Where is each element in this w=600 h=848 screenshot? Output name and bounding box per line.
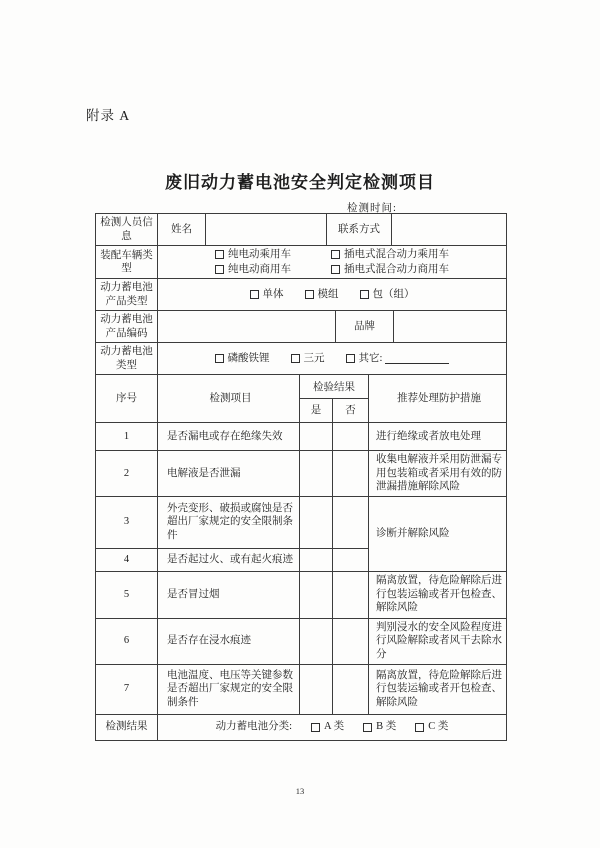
result-header: 检验结果 xyxy=(300,375,369,399)
yes-result-cell xyxy=(300,572,333,618)
inspection-form-table xyxy=(95,213,507,741)
vehicle-type-label: 装配车辆类型 xyxy=(96,246,158,278)
row-measure: 隔离放置，待危险解除后进行包装运输或者开包检查、解除风险 xyxy=(376,669,502,708)
other-blank-line xyxy=(385,353,449,364)
row-measure: 收集电解液并采用防泄漏专用包装箱或者采用有效的防泄漏措施解除风险 xyxy=(376,454,502,492)
checkbox-icon xyxy=(346,354,355,363)
option-module xyxy=(305,288,339,302)
battery-type-label: 动力蓄电池类型 xyxy=(96,343,158,374)
option-ev-passenger xyxy=(215,248,291,262)
checkbox-icon xyxy=(363,723,372,732)
yes-result-cell xyxy=(300,423,333,450)
checkbox-icon xyxy=(415,723,424,732)
checklist-row-1 xyxy=(96,423,506,451)
checkbox-icon xyxy=(215,354,224,363)
row-item: 是否漏电或存在绝缘失效 xyxy=(158,423,300,450)
row-no: 1 xyxy=(96,423,158,450)
result-row xyxy=(96,715,506,740)
checkbox-icon xyxy=(215,265,224,274)
checklist-row-3 xyxy=(96,497,369,549)
yes-no-subheader xyxy=(300,399,369,422)
option-lfp xyxy=(215,352,270,366)
option-cell xyxy=(250,288,284,302)
option-label: 其它: xyxy=(358,352,383,364)
checklist-row-7 xyxy=(96,665,506,715)
battery-product-type-label: 动力蓄电池产品类型 xyxy=(96,279,158,310)
option-label: 纯电动乘用车 xyxy=(228,249,291,260)
option-class-a xyxy=(311,720,344,734)
name-label: 姓名 xyxy=(158,214,206,245)
yes-result-cell xyxy=(300,665,333,714)
result-label: 检测结果 xyxy=(96,715,158,740)
option-label: 包（组） xyxy=(372,288,415,300)
yes-header: 是 xyxy=(300,399,333,422)
appendix-label: 附录 A xyxy=(86,108,131,123)
personnel-info-label: 检测人员信息 xyxy=(96,214,158,245)
classification-options xyxy=(162,720,502,734)
row-item: 是否冒过烟 xyxy=(158,572,300,618)
checkbox-icon xyxy=(215,250,224,259)
battery-type-options xyxy=(162,352,502,366)
checklist-row-5 xyxy=(96,572,506,619)
result-header-group xyxy=(300,375,369,422)
row-no: 7 xyxy=(96,665,158,714)
vehicle-options-grid xyxy=(162,248,502,276)
row-item: 外壳变形、破损或腐蚀是否超出厂家规定的安全限制条件 xyxy=(158,497,300,548)
row-battery-product-type xyxy=(96,279,506,311)
no-result-cell xyxy=(333,572,369,618)
row-no: 5 xyxy=(96,572,158,618)
row-battery-type xyxy=(96,343,506,375)
option-pack xyxy=(360,288,415,302)
checklist-row-2 xyxy=(96,451,506,497)
checkbox-icon xyxy=(331,265,340,274)
option-label: 插电式混合动力商用车 xyxy=(344,263,449,275)
checklist-row-4 xyxy=(96,549,369,571)
checklist-row-6 xyxy=(96,619,506,665)
contact-label: 联系方式 xyxy=(327,214,392,245)
contact-input-cell xyxy=(392,214,506,245)
option-label: B 类 xyxy=(376,721,397,733)
checkbox-icon xyxy=(250,290,259,299)
row-vehicle-type xyxy=(96,246,506,279)
checkbox-icon xyxy=(291,354,300,363)
row-measure: 隔离放置，待危险解除后进行包装运输或者开包检查、解除风险 xyxy=(376,575,502,614)
option-label: A 类 xyxy=(324,721,345,733)
brand-label: 品牌 xyxy=(336,311,394,342)
vehicle-type-options-cell xyxy=(158,246,506,278)
option-label: 纯电动商用车 xyxy=(228,263,291,275)
page-title: 废旧动力蓄电池安全判定检测项目 xyxy=(165,173,435,192)
item-header: 检测项目 xyxy=(158,375,300,422)
option-other xyxy=(346,352,450,366)
option-label: 插电式混合动力乘用车 xyxy=(344,249,449,260)
checkbox-icon xyxy=(311,723,320,732)
no-result-cell xyxy=(333,497,369,548)
rows-3-4-left-stack xyxy=(96,497,369,571)
option-label: 单体 xyxy=(262,288,284,300)
merged-measure-cell: 诊断并解除风险 xyxy=(376,527,450,539)
option-phev-passenger xyxy=(331,248,449,262)
brand-input-cell xyxy=(394,311,506,342)
product-code-input-cell xyxy=(158,311,336,342)
battery-type-options-cell xyxy=(158,343,506,374)
yes-result-cell xyxy=(300,619,333,664)
row-measure: 判别浸水的安全风险程度进行风险解除或者风干去除水分 xyxy=(376,621,502,660)
row-item: 电解液是否泄漏 xyxy=(158,451,300,496)
no-result-cell xyxy=(333,665,369,714)
battery-product-code-label: 动力蓄电池产品编码 xyxy=(96,311,158,342)
row-no: 6 xyxy=(96,619,158,664)
checkbox-icon xyxy=(331,250,340,259)
no-result-cell xyxy=(333,549,369,571)
checkbox-icon xyxy=(305,290,314,299)
row-item: 是否存在浸水痕迹 xyxy=(158,619,300,664)
option-ternary xyxy=(291,352,325,366)
row-no: 4 xyxy=(96,549,158,571)
row-measure: 进行绝缘或者放电处理 xyxy=(376,430,481,442)
option-label: 模组 xyxy=(317,288,339,300)
page-number: 13 xyxy=(295,786,305,796)
no-result-cell xyxy=(333,619,369,664)
option-class-c xyxy=(415,720,448,734)
no-result-cell xyxy=(333,423,369,450)
yes-result-cell xyxy=(300,451,333,496)
row-personnel-info xyxy=(96,214,506,246)
row-no: 2 xyxy=(96,451,158,496)
row-item: 电池温度、电压等关键参数是否超出厂家规定的安全限制条件 xyxy=(158,665,300,714)
row-item: 是否起过火、或有起火痕迹 xyxy=(158,549,300,571)
battery-product-type-options-cell xyxy=(158,279,506,310)
row-battery-product-code xyxy=(96,311,506,343)
row-no: 3 xyxy=(96,497,158,548)
option-label: 三元 xyxy=(303,352,325,364)
option-ev-commercial xyxy=(215,263,291,277)
no-result-cell xyxy=(333,451,369,496)
option-label: 磷酸铁锂 xyxy=(227,352,270,364)
name-input-cell xyxy=(206,214,327,245)
measure-header: 推荐处理防护措施 xyxy=(397,392,481,404)
no-header: 序号 xyxy=(96,375,158,422)
yes-result-cell xyxy=(300,549,333,571)
option-label: C 类 xyxy=(428,721,449,733)
option-phev-commercial xyxy=(331,263,449,277)
no-subheader: 否 xyxy=(333,399,369,422)
classification-label: 动力蓄电池分类: xyxy=(215,721,292,733)
yes-result-cell xyxy=(300,497,333,548)
checklist-rows-3-4 xyxy=(96,497,506,572)
classification-cell xyxy=(158,715,506,740)
product-type-options xyxy=(162,288,502,302)
checkbox-icon xyxy=(360,290,369,299)
checklist-header-row xyxy=(96,375,506,423)
option-class-b xyxy=(363,720,396,734)
test-time-label: 检测时间: xyxy=(347,203,397,214)
